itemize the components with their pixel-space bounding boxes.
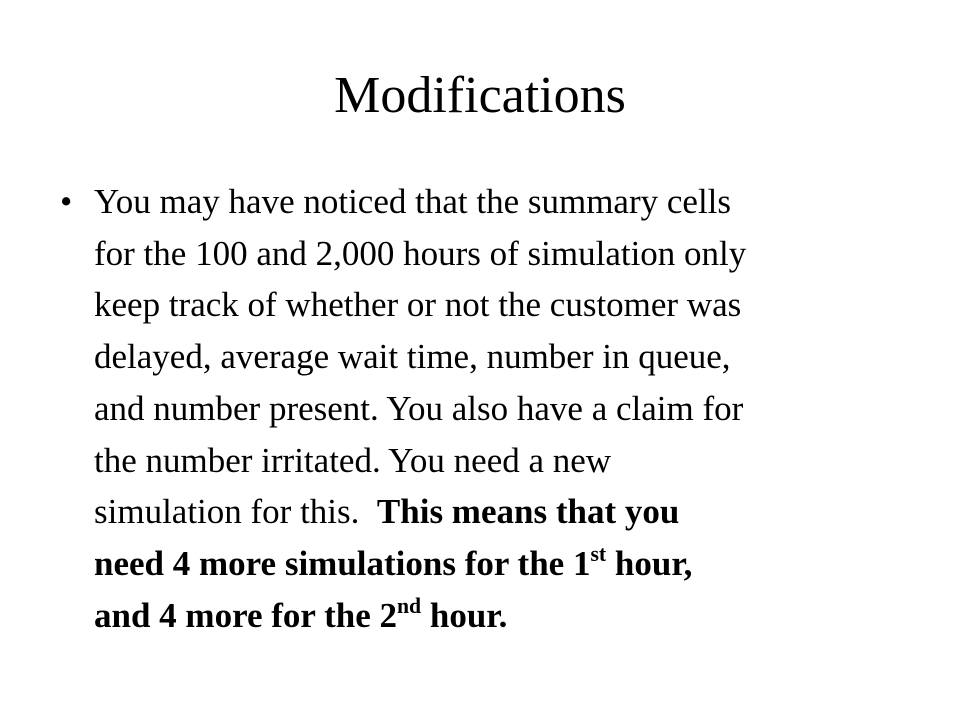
body-line-1: You may have noticed that the summary cells xyxy=(94,182,732,221)
body-line-9 xyxy=(94,590,910,642)
body-line-3: keep track of whether or not the customer was xyxy=(94,285,742,325)
body-line-4: delayed, average wait time, number in queue, xyxy=(94,337,731,377)
emphasis-text-3-main: and 4 more for the 2 xyxy=(94,595,397,635)
body-line-6: the number irritated. You need a new xyxy=(94,440,612,480)
bullet-icon: • xyxy=(60,182,73,221)
bullet-text xyxy=(94,176,910,641)
emphasis-text-2-end: hour, xyxy=(606,543,693,583)
superscript-st: st xyxy=(590,542,607,567)
emphasis-text-2 xyxy=(94,544,692,583)
body-line-7 xyxy=(94,486,910,538)
emphasis-text-3 xyxy=(94,596,507,635)
body-line-5: and number present. You also have a claim for xyxy=(94,388,744,428)
slide-title: Modifications xyxy=(334,67,626,124)
emphasis-text-1: This means that you xyxy=(376,492,680,532)
body-line-8 xyxy=(94,538,910,590)
emphasis-text-2-main: need 4 more simulations for the 1 xyxy=(94,543,591,583)
emphasis-text-3-end: hour. xyxy=(421,595,508,635)
superscript-nd: nd xyxy=(397,594,422,619)
body-line-2: for the 100 and 2,000 hours of simulation only xyxy=(94,233,747,273)
bullet-item xyxy=(60,176,910,641)
body-line-7-text: simulation for this. xyxy=(94,492,360,532)
